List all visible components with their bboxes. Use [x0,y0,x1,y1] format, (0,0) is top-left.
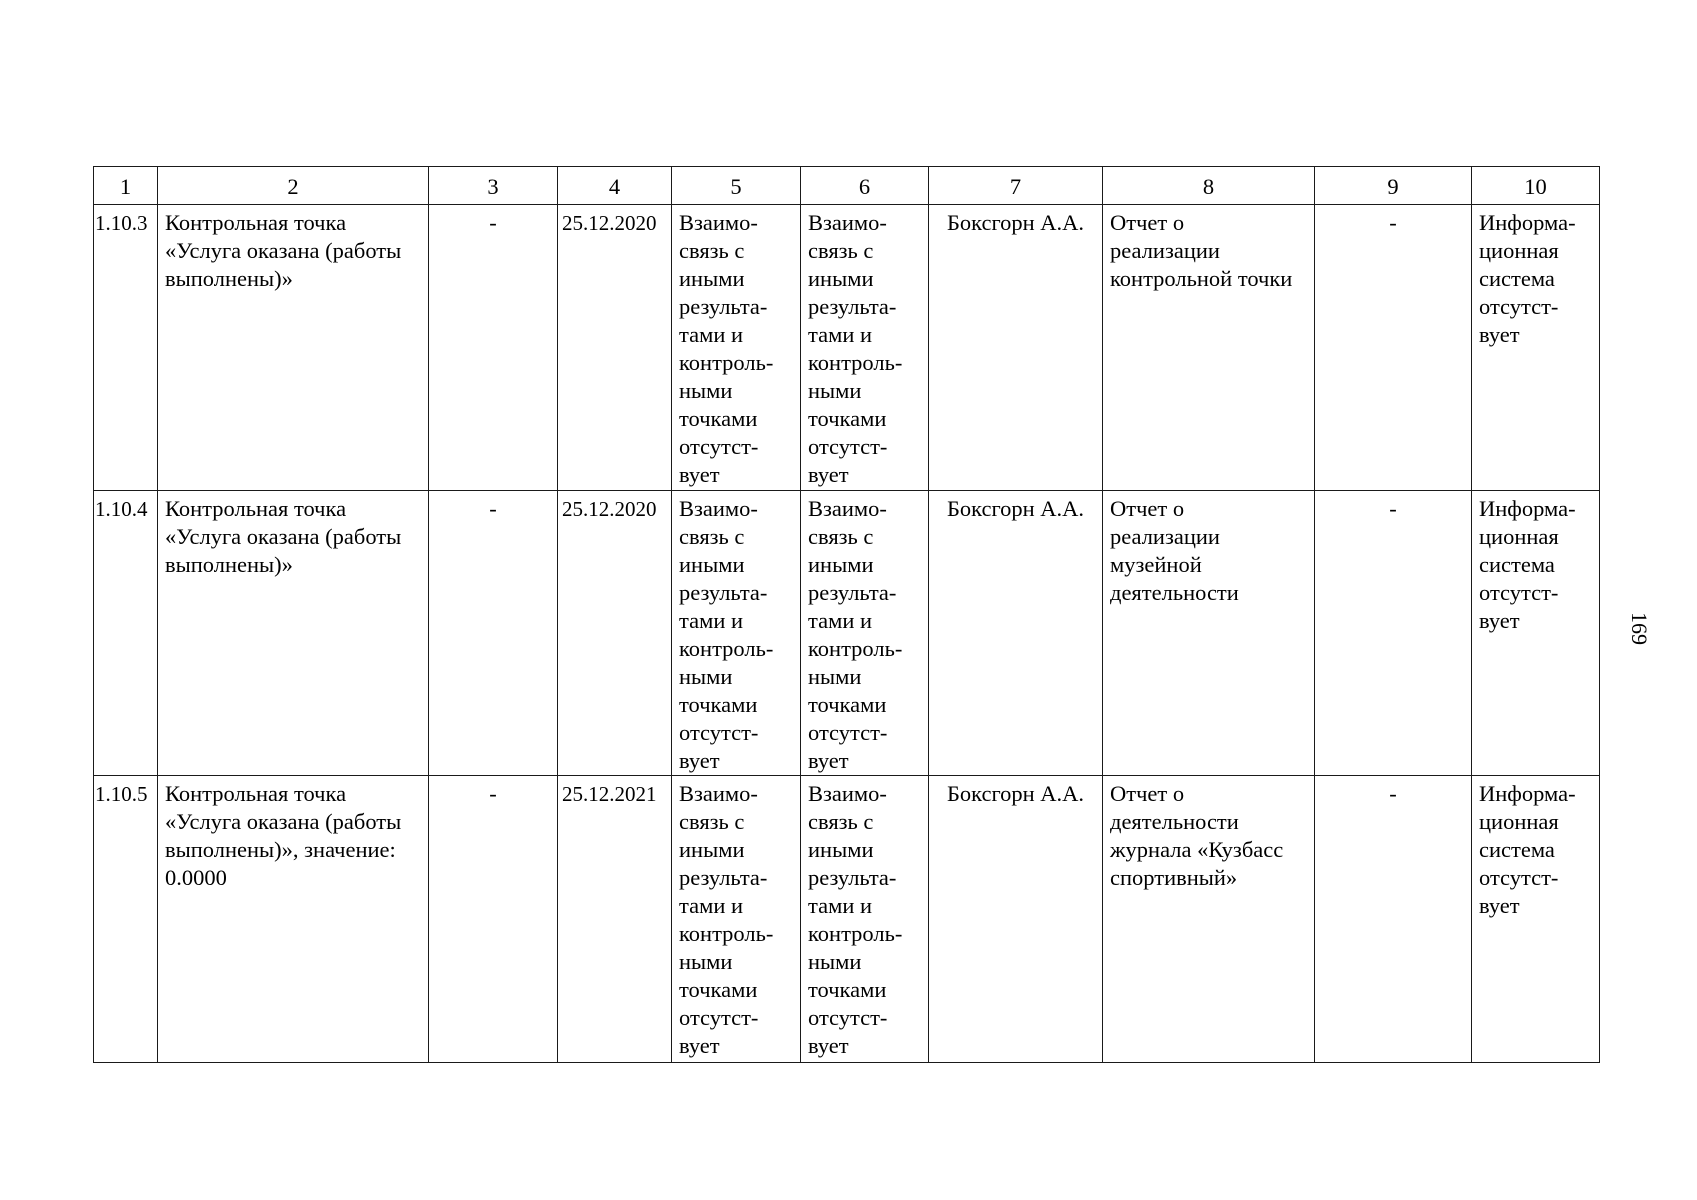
header-cell-3: 3 [429,167,558,205]
column-3-value: - [429,205,558,491]
page-number: 169 [1627,612,1652,645]
deadline-date: 25.12.2020 [558,205,672,491]
header-cell-2: 2 [158,167,429,205]
header-cell-6: 6 [801,167,929,205]
table-row [94,776,1600,1063]
row-number: 1.10.4 [94,491,158,776]
column-5-value: Взаимо- связь с иными результа- тами и контроль- ными точками отсутст- вует [672,205,801,491]
column-5-value: Взаимо- связь с иными результа- тами и контроль- ными точками отсутст- вует [672,491,801,776]
row-number: 1.10.3 [94,205,158,491]
information-system: Информа- ционная система отсутст- вует [1472,776,1600,1063]
control-points-table [93,166,1600,1063]
column-9-value: - [1315,776,1472,1063]
report-document: Отчет о реализации контрольной точки [1103,205,1315,491]
report-document: Отчет о деятельности журнала «Кузбасс спортивный» [1103,776,1315,1063]
deadline-date: 25.12.2020 [558,491,672,776]
responsible-person: Боксгорн А.А. [929,776,1103,1063]
header-cell-4: 4 [558,167,672,205]
responsible-person: Боксгорн А.А. [929,205,1103,491]
information-system: Информа- ционная система отсутст- вует [1472,491,1600,776]
column-5-value: Взаимо- связь с иными результа- тами и контроль- ными точками отсутст- вует [672,776,801,1063]
table-row [94,205,1600,491]
information-system: Информа- ционная система отсутст- вует [1472,205,1600,491]
deadline-date: 25.12.2021 [558,776,672,1063]
table-row [94,491,1600,776]
header-cell-1: 1 [94,167,158,205]
header-cell-8: 8 [1103,167,1315,205]
header-cell-5: 5 [672,167,801,205]
header-cell-9: 9 [1315,167,1472,205]
header-cell-7: 7 [929,167,1103,205]
control-point-name: Контрольная точка «Услуга оказана (работы выполнены)», значение: 0.0000 [158,776,429,1063]
table-header-row [94,167,1600,205]
column-6-value: Взаимо- связь с иными результа- тами и контроль- ными точками отсутст- вует [801,776,929,1063]
control-point-name: Контрольная точка «Услуга оказана (работы выполнены)» [158,205,429,491]
header-cell-10: 10 [1472,167,1600,205]
column-6-value: Взаимо- связь с иными результа- тами и контроль- ными точками отсутст- вует [801,205,929,491]
column-6-value: Взаимо- связь с иными результа- тами и контроль- ными точками отсутст- вует [801,491,929,776]
column-9-value: - [1315,205,1472,491]
report-document: Отчет о реализации музейной деятельности [1103,491,1315,776]
responsible-person: Боксгорн А.А. [929,491,1103,776]
control-point-name: Контрольная точка «Услуга оказана (работы выполнены)» [158,491,429,776]
row-number: 1.10.5 [94,776,158,1063]
column-3-value: - [429,491,558,776]
column-9-value: - [1315,491,1472,776]
column-3-value: - [429,776,558,1063]
